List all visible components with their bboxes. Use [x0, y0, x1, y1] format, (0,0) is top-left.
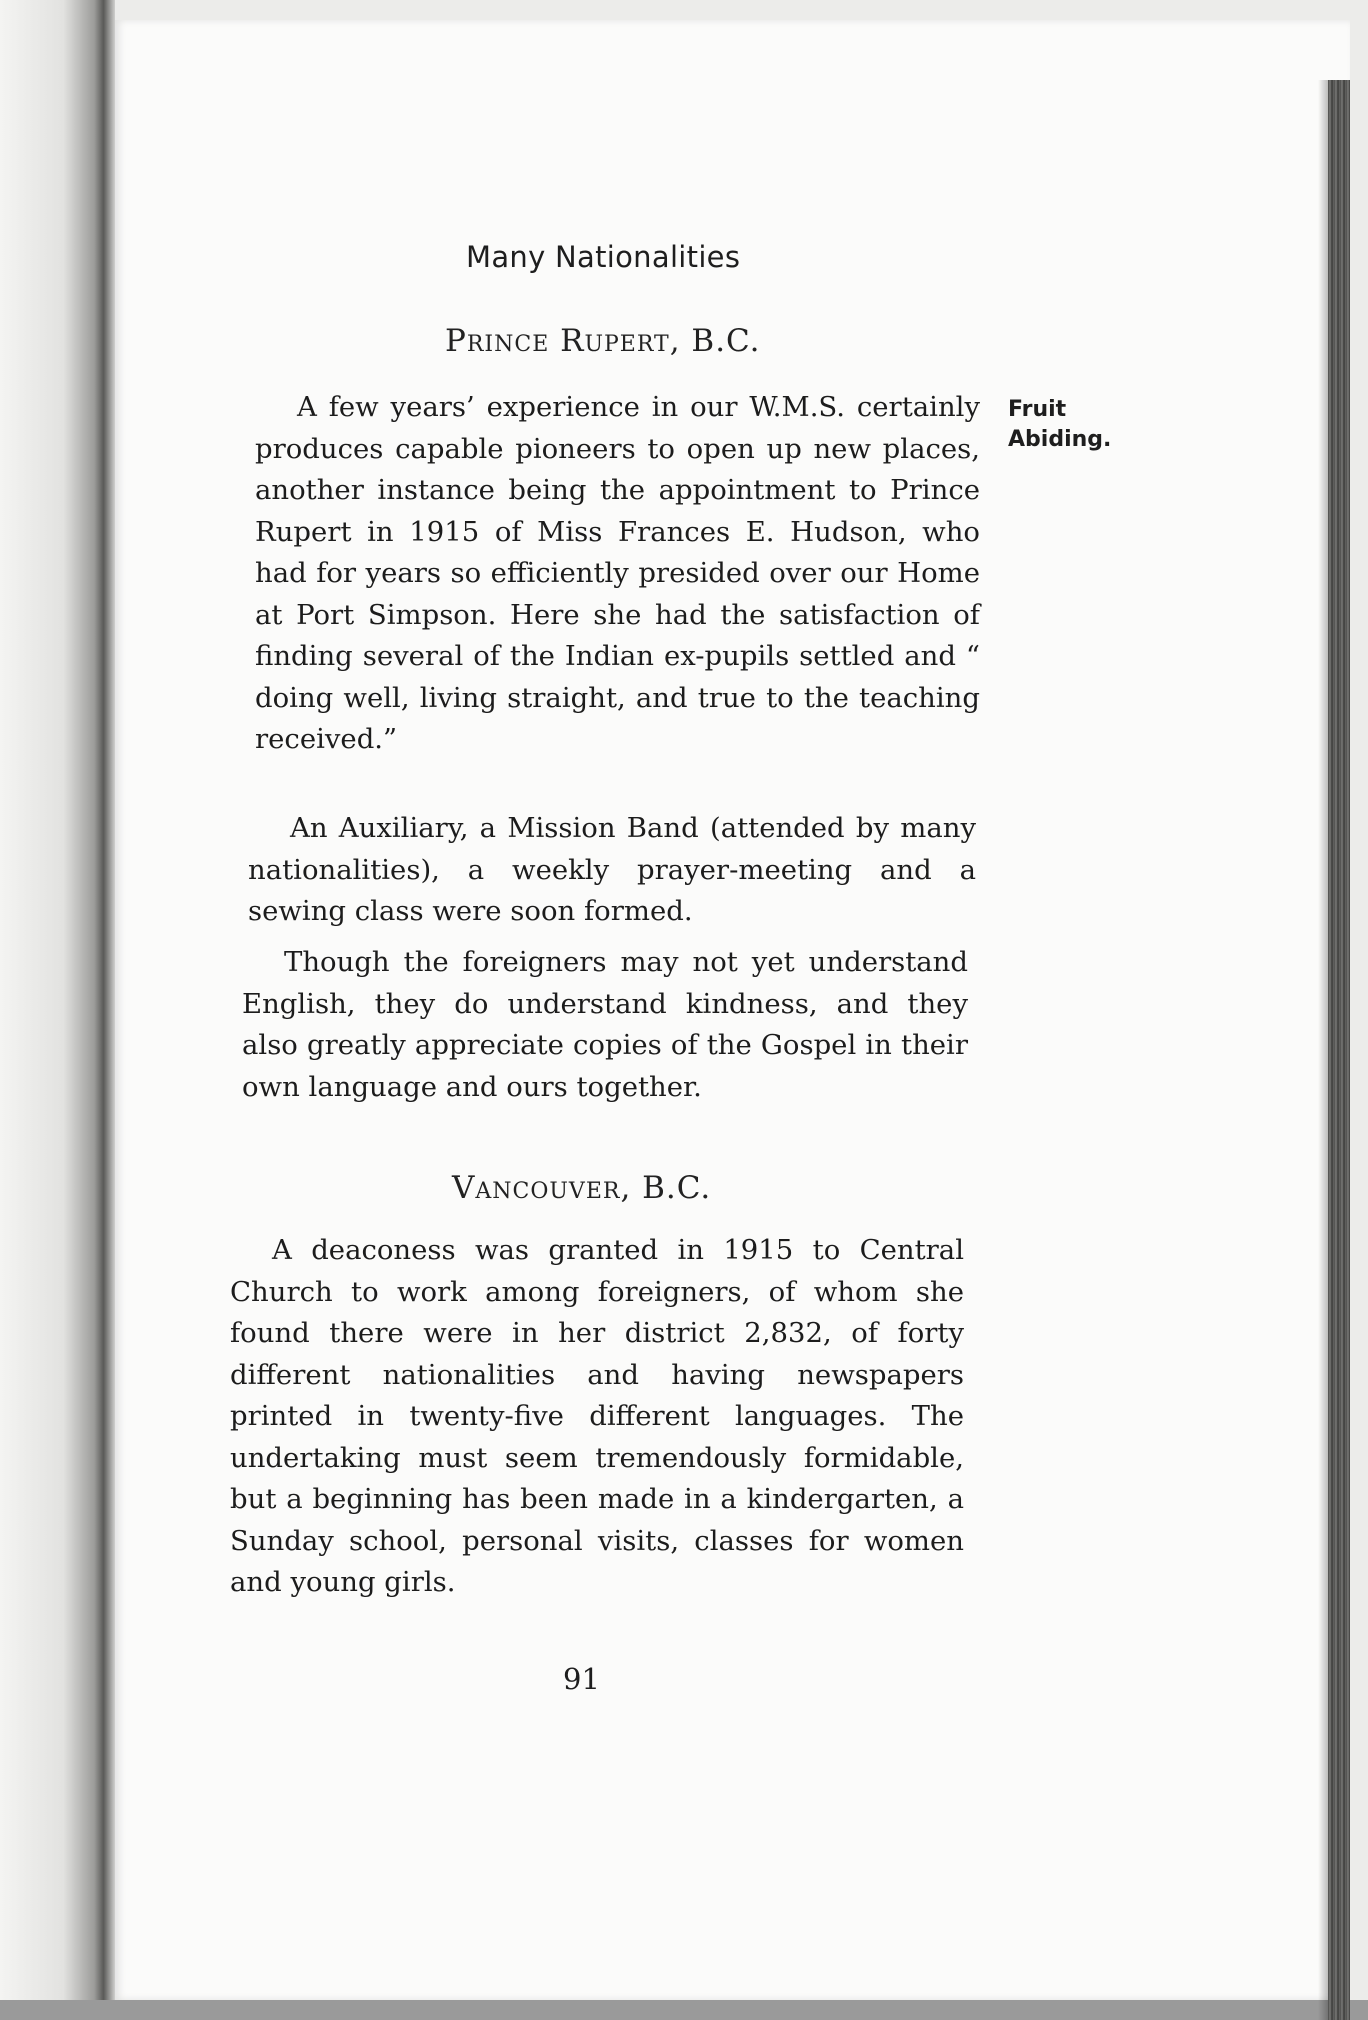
running-head: Many Nationalities: [466, 240, 741, 274]
book-gutter: [0, 0, 115, 2000]
paragraph: [242, 942, 968, 1108]
paragraph-text: A deaconess was granted in 1915 to Central Church to work among foreigners, of whom she found there were in her district 2,832, of forty different nationalities and having newspapers printed in twenty-five different languages. The undertaking must seem tremendously formidable, but a beginning has been made in a kindergarten, a Sunday school, personal visits, classes for women and young girls.: [230, 1234, 964, 1598]
paragraph: [248, 808, 976, 933]
page-number: 91: [563, 1662, 600, 1696]
paragraph: [255, 387, 980, 761]
marginal-note-line: Fruit: [1008, 397, 1067, 422]
paragraph: [230, 1230, 964, 1604]
section-heading-prince-rupert: Prince Rupert, B.C.: [445, 323, 761, 359]
marginal-note: [1008, 395, 1111, 455]
paragraph-text: Though the foreigners may not yet understand English, they do understand kindness, and they also greatly appreciate copies of the Gospel in their own language and ours together.: [242, 946, 968, 1103]
section-heading-vancouver: Vancouver, B.C.: [452, 1170, 712, 1206]
page-edge-shadow: [1318, 80, 1328, 2020]
book-fore-edge: [1328, 80, 1350, 2020]
paragraph-text: An Auxiliary, a Mission Band (attended by many nationalities), a weekly prayer-meeting and a sewing class were soon formed.: [248, 812, 976, 927]
marginal-note-line: Abiding.: [1008, 427, 1112, 452]
paragraph-text: A few years’ experience in our W.M.S. certainly produces capable pioneers to open up new places, another instance being the appointment to Prince Rupert in 1915 of Miss Frances E. Hudson, who had for years so efficiently presided over our Home at Port Simpson. Here she had the satisfaction of finding several of the Indian ex-pupils settled and “ doing well, living straight, and true to the teaching received.”: [255, 391, 980, 755]
